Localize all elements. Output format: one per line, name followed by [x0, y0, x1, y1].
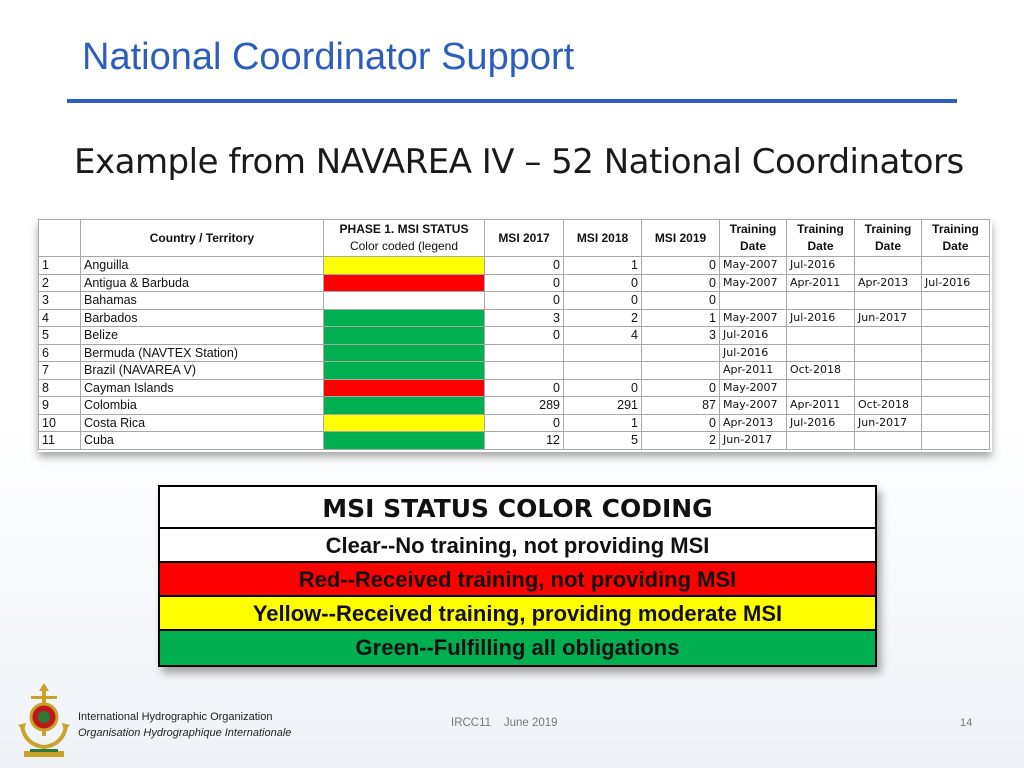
row-index: 1 [39, 257, 81, 275]
legend-title: MSI STATUS COLOR CODING [160, 487, 875, 529]
header-training-date-1 [720, 220, 787, 257]
row-training-date-2: Apr-2011 [787, 274, 855, 292]
iho-anchor-emblem-icon [16, 679, 72, 761]
header-msi-2019: MSI 2019 [642, 220, 720, 257]
header-date-label: Date [739, 239, 766, 253]
row-msi-2017: 0 [485, 292, 564, 310]
row-training-date-3: Jun-2017 [855, 309, 922, 327]
row-msi-2017 [485, 344, 564, 362]
row-msi-2017: 12 [485, 432, 564, 450]
row-msi-2019: 0 [642, 292, 720, 310]
header-phase-line1: PHASE 1. MSI STATUS [339, 222, 469, 236]
row-training-date-4 [922, 414, 990, 432]
row-training-date-1: Apr-2011 [720, 362, 787, 380]
row-training-date-3 [855, 292, 922, 310]
row-training-date-2 [787, 327, 855, 345]
coordinator-table [38, 219, 990, 450]
row-msi-2019: 0 [642, 274, 720, 292]
header-msi-2017: MSI 2017 [485, 220, 564, 257]
row-training-date-3 [855, 344, 922, 362]
row-index: 10 [39, 414, 81, 432]
row-training-date-1 [720, 292, 787, 310]
header-index [39, 220, 81, 257]
row-msi-2017: 0 [485, 379, 564, 397]
row-training-date-3: Jun-2017 [855, 414, 922, 432]
row-msi-2017: 0 [485, 414, 564, 432]
row-training-date-1: May-2007 [720, 379, 787, 397]
table-row [39, 292, 990, 310]
row-msi-2019: 1 [642, 309, 720, 327]
row-training-date-1: May-2007 [720, 274, 787, 292]
row-msi-2019: 3 [642, 327, 720, 345]
row-msi-2019: 0 [642, 379, 720, 397]
row-training-date-3: Oct-2018 [855, 397, 922, 415]
row-training-date-2 [787, 432, 855, 450]
row-index: 6 [39, 344, 81, 362]
row-country: Colombia [81, 397, 324, 415]
header-training-label: Training [797, 222, 844, 236]
row-status-color [324, 257, 485, 275]
row-country: Costa Rica [81, 414, 324, 432]
row-msi-2019: 0 [642, 257, 720, 275]
row-msi-2018: 1 [564, 257, 642, 275]
row-status-color [324, 414, 485, 432]
row-status-color [324, 397, 485, 415]
row-msi-2019 [642, 362, 720, 380]
row-training-date-1: Jul-2016 [720, 344, 787, 362]
row-msi-2019: 2 [642, 432, 720, 450]
row-country: Cuba [81, 432, 324, 450]
row-training-date-4 [922, 292, 990, 310]
row-msi-2018 [564, 344, 642, 362]
header-date-label: Date [874, 239, 901, 253]
row-status-color [324, 309, 485, 327]
page-number: 14 [960, 717, 973, 729]
row-country: Barbados [81, 309, 324, 327]
table-row [39, 274, 990, 292]
row-training-date-2 [787, 379, 855, 397]
header-date-label: Date [807, 239, 834, 253]
row-training-date-4 [922, 257, 990, 275]
row-status-color [324, 327, 485, 345]
row-training-date-2: Oct-2018 [787, 362, 855, 380]
row-msi-2018: 5 [564, 432, 642, 450]
table-row [39, 379, 990, 397]
row-training-date-3 [855, 432, 922, 450]
row-index: 4 [39, 309, 81, 327]
row-msi-2017 [485, 362, 564, 380]
row-training-date-1: May-2007 [720, 397, 787, 415]
row-training-date-2: Jul-2016 [787, 414, 855, 432]
header-training-date-4 [922, 220, 990, 257]
row-msi-2018: 0 [564, 274, 642, 292]
footer-event [451, 717, 558, 729]
row-training-date-4: Jul-2016 [922, 274, 990, 292]
row-training-date-3: Apr-2013 [855, 274, 922, 292]
row-country: Bermuda (NAVTEX Station) [81, 344, 324, 362]
row-status-color [324, 432, 485, 450]
row-country: Bahamas [81, 292, 324, 310]
row-training-date-4 [922, 397, 990, 415]
msi-status-legend [158, 485, 877, 667]
legend-item-red: Red--Received training, not providing MSI [160, 563, 875, 597]
row-msi-2018 [564, 362, 642, 380]
row-training-date-3 [855, 327, 922, 345]
row-training-date-1: May-2007 [720, 309, 787, 327]
row-training-date-4 [922, 362, 990, 380]
row-status-color [324, 362, 485, 380]
coordinator-table-image [38, 219, 992, 452]
row-country: Anguilla [81, 257, 324, 275]
row-status-color [324, 292, 485, 310]
row-status-color [324, 274, 485, 292]
row-training-date-1: Jul-2016 [720, 327, 787, 345]
row-training-date-2: Jul-2016 [787, 257, 855, 275]
title-divider [67, 99, 957, 103]
row-index: 8 [39, 379, 81, 397]
legend-item-yellow: Yellow--Received training, providing moderate MSI [160, 597, 875, 631]
row-msi-2018: 0 [564, 292, 642, 310]
footer-organization [78, 709, 291, 741]
row-training-date-3 [855, 379, 922, 397]
header-training-label: Training [864, 222, 912, 236]
legend-item-green: Green--Fulfilling all obligations [160, 631, 875, 665]
slide-subtitle: Example from NAVAREA IV – 52 National Coordinators [74, 142, 964, 182]
table-row [39, 397, 990, 415]
row-country: Cayman Islands [81, 379, 324, 397]
table-row [39, 344, 990, 362]
footer-org-french: Organisation Hydrographique Internationale [78, 727, 292, 739]
slide-title: National Coordinator Support [82, 36, 575, 78]
row-index: 7 [39, 362, 81, 380]
row-training-date-3 [855, 362, 922, 380]
legend-item-clear: Clear--No training, not providing MSI [160, 529, 875, 563]
table-row [39, 432, 990, 450]
row-msi-2017: 0 [485, 257, 564, 275]
header-phase-status [324, 220, 485, 257]
row-training-date-1: Jun-2017 [720, 432, 787, 450]
row-training-date-2: Apr-2011 [787, 397, 855, 415]
row-training-date-2: Jul-2016 [787, 309, 855, 327]
footer-event-date: June 2019 [503, 717, 558, 729]
row-index: 11 [39, 432, 81, 450]
row-msi-2018: 1 [564, 414, 642, 432]
header-training-date-2 [787, 220, 855, 257]
table-row [39, 362, 990, 380]
table-body [39, 257, 990, 450]
footer-org-english: International Hydrographic Organization [78, 711, 273, 723]
row-training-date-4 [922, 309, 990, 327]
row-index: 5 [39, 327, 81, 345]
table-row [39, 257, 990, 275]
header-msi-2018: MSI 2018 [564, 220, 642, 257]
row-training-date-4 [922, 379, 990, 397]
row-training-date-1: May-2007 [720, 257, 787, 275]
header-country: Country / Territory [81, 220, 324, 257]
table-header-row [39, 220, 990, 257]
row-msi-2018: 4 [564, 327, 642, 345]
row-country: Antigua & Barbuda [81, 274, 324, 292]
header-phase-line2: Color coded (legend [349, 239, 459, 253]
row-index: 9 [39, 397, 81, 415]
row-msi-2019: 0 [642, 414, 720, 432]
row-country: Belize [81, 327, 324, 345]
row-msi-2018: 2 [564, 309, 642, 327]
row-index: 2 [39, 274, 81, 292]
row-msi-2017: 0 [485, 327, 564, 345]
header-training-date-3 [855, 220, 922, 257]
row-msi-2018: 291 [564, 397, 642, 415]
row-index: 3 [39, 292, 81, 310]
header-date-label: Date [942, 239, 969, 253]
row-training-date-4 [922, 344, 990, 362]
row-status-color [324, 379, 485, 397]
row-msi-2017: 0 [485, 274, 564, 292]
row-msi-2019: 87 [642, 397, 720, 415]
row-msi-2017: 289 [485, 397, 564, 415]
row-status-color [324, 344, 485, 362]
row-training-date-2 [787, 292, 855, 310]
table-row [39, 414, 990, 432]
table-row [39, 327, 990, 345]
row-training-date-3 [855, 257, 922, 275]
footer-event-name: IRCC11 [451, 717, 492, 729]
header-training-label: Training [729, 222, 777, 236]
row-msi-2019 [642, 344, 720, 362]
row-msi-2018: 0 [564, 379, 642, 397]
row-training-date-4 [922, 327, 990, 345]
table-row [39, 309, 990, 327]
row-country: Brazil (NAVAREA V) [81, 362, 324, 380]
row-training-date-1: Apr-2013 [720, 414, 787, 432]
header-training-label: Training [932, 222, 979, 236]
row-training-date-2 [787, 344, 855, 362]
row-msi-2017: 3 [485, 309, 564, 327]
row-training-date-4 [922, 432, 990, 450]
